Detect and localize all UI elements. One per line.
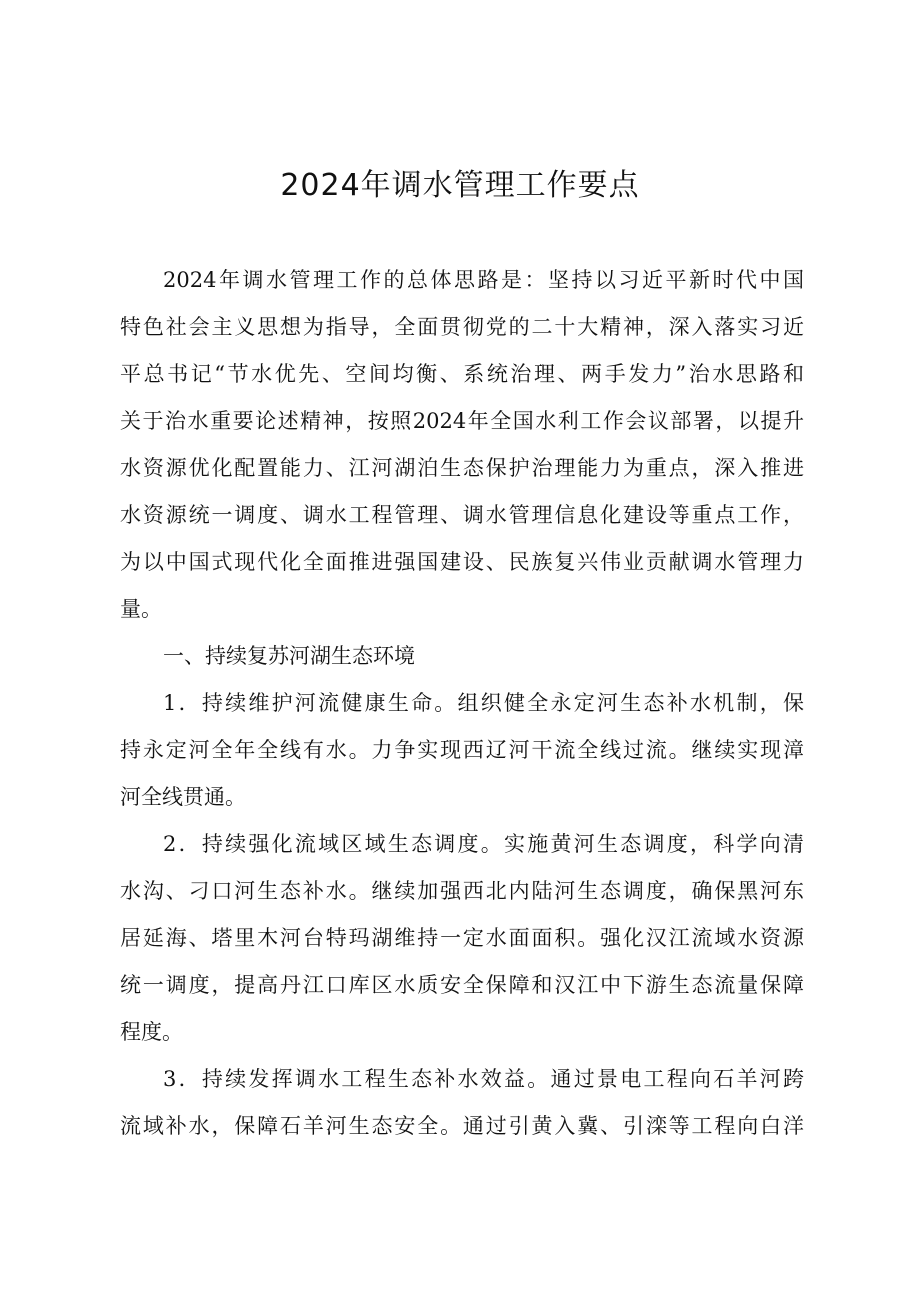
intro-line-7: 为以中国式现代化全面推进强国建设、民族复兴伟业贡献调水管理力 <box>120 550 804 574</box>
document-title: 2024年调水管理工作要点 <box>280 168 640 203</box>
section-heading: 一、持续复苏河湖生态环境 <box>163 644 415 668</box>
item1-line-1: 1．持续维护河流健康生命。组织健全永定河生态补水机制，保 <box>163 691 804 715</box>
intro-line-6: 水资源统一调度、调水工程管理、调水管理信息化建设等重点工作， <box>120 503 804 527</box>
item3-line-1: 3．持续发挥调水工程生态补水效益。通过景电工程向石羊河跨 <box>163 1067 804 1091</box>
item2-line-5: 程度。 <box>120 1020 183 1044</box>
intro-line-3: 平总书记“节水优先、空间均衡、系统治理、两手发力”治水思路和 <box>120 362 804 386</box>
intro-line-2: 特色社会主义思想为指导，全面贯彻党的二十大精神，深入落实习近 <box>120 315 804 339</box>
item2-line-1: 2．持续强化流域区域生态调度。实施黄河生态调度，科学向清 <box>163 832 804 856</box>
intro-line-4: 关于治水重要论述精神，按照2024年全国水利工作会议部署，以提升 <box>120 409 804 433</box>
intro-line-1: 2024年调水管理工作的总体思路是：坚持以习近平新时代中国 <box>163 268 804 292</box>
intro-line-8: 量。 <box>120 597 162 621</box>
item2-line-4: 统一调度，提高丹江口库区水质安全保障和汉江中下游生态流量保障 <box>120 973 804 997</box>
item1-line-3: 河全线贯通。 <box>120 785 246 809</box>
item2-line-2: 水沟、刁口河生态补水。继续加强西北内陆河生态调度，确保黑河东 <box>120 879 804 903</box>
item2-line-3: 居延海、塔里木河台特玛湖维持一定水面面积。强化汉江流域水资源 <box>120 926 804 950</box>
intro-line-5: 水资源优化配置能力、江河湖泊生态保护治理能力为重点，深入推进 <box>120 456 804 480</box>
item3-line-2: 流域补水，保障石羊河生态安全。通过引黄入冀、引滦等工程向白洋 <box>120 1114 804 1138</box>
item1-line-2: 持永定河全年全线有水。力争实现西辽河干流全线过流。继续实现漳 <box>120 738 804 762</box>
